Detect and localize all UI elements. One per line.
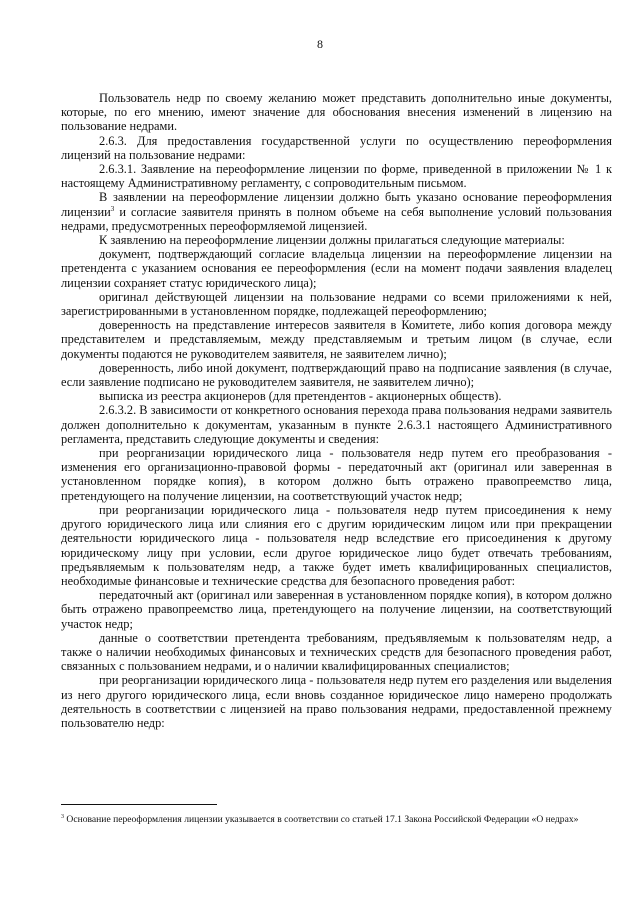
- paragraph: доверенность, либо иной документ, подтверждающий право на подписание заявления (в случае, если заявление подписано не руководителем заявителя, не заявителем лично);: [61, 360, 612, 390]
- paragraph: оригинал действующей лицензии на пользование недрами со всеми приложениями к ней, зарегистрированными в установленном порядке, подлежащей переоформлению;: [61, 289, 612, 319]
- page-number: 8: [317, 37, 323, 51]
- document-body: [61, 91, 612, 730]
- paragraph: при реорганизации юридического лица - пользователя недр путем присоединения к нему другого юридического лица или слияния его с другим юридическим лицом или при прекращении деятельности юридического лица - пользователя недр вследствие его присоединения к другому юридическому лицу при условии, если другое юридическое лицо будет отвечать требованиям, предъявляемым к пользователям недр, а также будет иметь квалифицированных специалистов, необходимые финансовые и технические средства для безопасного проведения работ:: [61, 502, 612, 588]
- footnote-divider: [61, 804, 217, 805]
- paragraph: данные о соответствии претендента требованиям, предъявляемым к пользователям недр, а также о наличии необходимых финансовых и технических средств для безопасного проведения работ, связанных с пользованием недрами, и о наличии квалифицированных специалистов;: [61, 630, 612, 674]
- paragraph: Пользователь недр по своему желанию может представить дополнительно иные документы, которые, по его мнению, имеют значение для обоснования внесения изменений в лицензию на пользование недрами.: [61, 91, 612, 134]
- paragraph: 2.6.3.2. В зависимости от конкретного основания перехода права пользования недрами заявитель должен дополнительно к документам, указанным в пункте 2.6.3.1 настоящего Административного регламента, представить следующие документы и сведения:: [61, 403, 612, 446]
- paragraph: передаточный акт (оригинал или заверенная в установленном порядке копия), в котором должно быть отражено правопреемство лица, претендующего на получение лицензии, на соответствующий участок недр;: [61, 588, 612, 631]
- paragraph: при реорганизации юридического лица - пользователя недр путем его разделения или выделения из него другого юридического лица, если вновь созданное юридическое лицо намерено продолжать деятельность в соответствии с лицензией на право пользования недрами, предоставленной прежнему пользователю недр:: [61, 673, 612, 730]
- paragraph: доверенность на представление интересов заявителя в Комитете, либо копия договора между представителем и представляемым, между представляемым и третьим лицом (в случае, если документы подаются не руководителем заявителя, не заявителем лично);: [61, 318, 612, 361]
- footnote-text: Основание переоформления лицензии указывается в соответствии со статьей 17.1 Закона Российской Федерации «О недрах»: [64, 814, 579, 825]
- paragraph: 2.6.3. Для предоставления государственной услуги по осуществлению переоформления лицензий на пользование недрами:: [61, 133, 612, 162]
- footnote: [61, 812, 612, 828]
- paragraph: выписка из реестра акционеров (для претендентов - акционерных обществ).: [99, 389, 502, 404]
- paragraph-text: В заявлении на переоформление лицензии должно быть указано основание переоформления лицензии: [61, 190, 612, 219]
- footnote-reference: 3: [110, 204, 115, 213]
- paragraph: К заявлению на переоформление лицензии должны прилагаться следующие материалы:: [99, 233, 565, 248]
- paragraph-text: и согласие заявителя принять в полном объеме на себя выполнение условий пользования недрами, предусмотренных переоформляемой лицензией.: [61, 204, 612, 233]
- paragraph: 2.6.3.1. Заявление на переоформление лицензии по форме, приведенной в приложении № 1 к настоящему Административному регламенту, с сопроводительным письмом.: [61, 162, 612, 191]
- paragraph: при реорганизации юридического лица - пользователя недр путем его преобразования - изменения его организационно-правовой формы - передаточный акт (оригинал или заверенная в установленном порядке копия), в котором должно быть отражено правопреемство лица, претендующего на получение лицензии, на соответствующий участок недр;: [61, 446, 612, 503]
- footnote-mark: 3: [61, 813, 64, 820]
- paragraph-with-footnote-ref: [61, 190, 612, 233]
- paragraph: документ, подтверждающий согласие владельца лицензии на переоформление лицензии на претендента с указанием основания ее переоформления (если на момент подачи заявления владелец лицензии сохраняет статус юридического лица);: [61, 247, 612, 290]
